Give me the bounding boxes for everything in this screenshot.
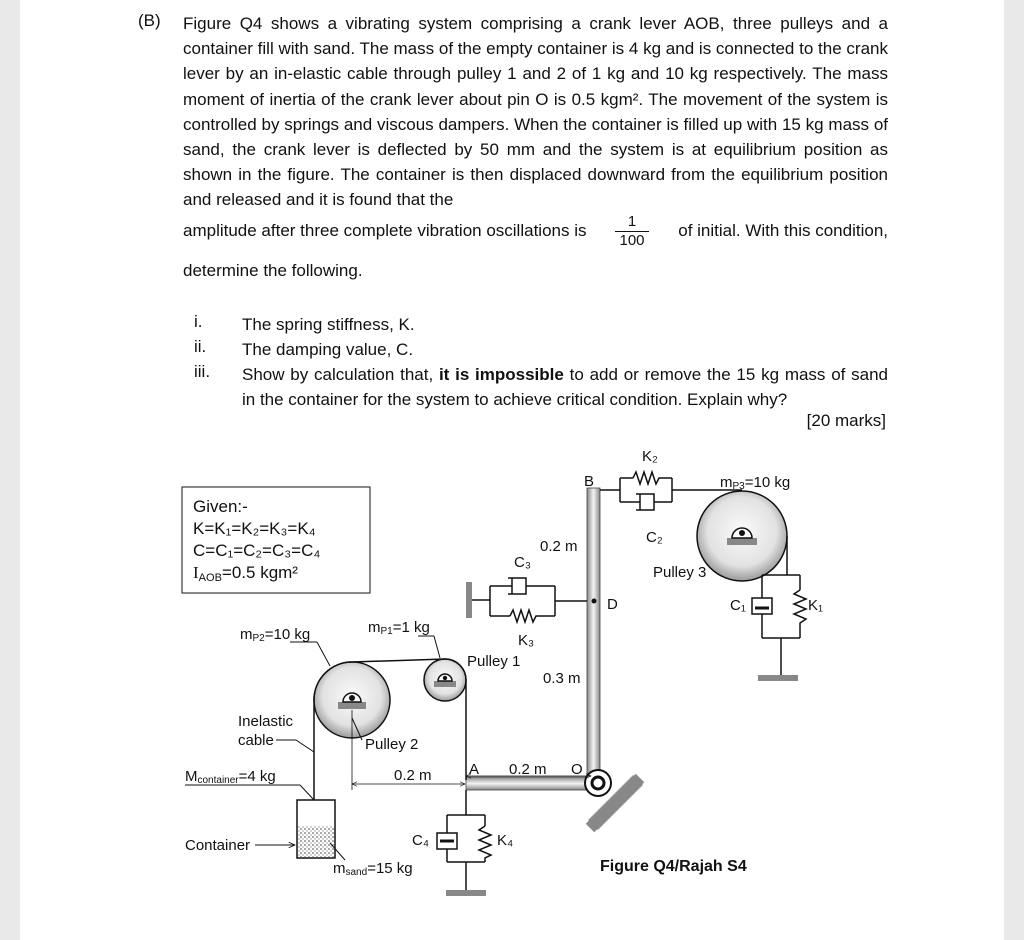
label-c2: C₂ (646, 529, 663, 546)
item-text: The spring stiffness, K. (242, 315, 415, 334)
label-mp1: mP1=1 kg (368, 619, 430, 637)
label-pulley1: Pulley 1 (467, 653, 521, 670)
label-container: Container (185, 837, 251, 854)
sand (298, 826, 334, 857)
figure-caption: Figure Q4/Rajah S4 (600, 858, 747, 875)
dim-pulley2: 0.2 m (394, 767, 432, 784)
label-k1: K₁ (808, 597, 824, 614)
label-o: O (571, 761, 583, 778)
spring-k2 (633, 472, 672, 484)
lever-rod-ob (587, 488, 600, 786)
label-k4: K₄ (497, 832, 514, 849)
label-mp2: mP2=10 kg (240, 626, 311, 644)
label-c1: C₁ (730, 597, 746, 614)
label-mcontainer: Mcontainer=4 kg (185, 768, 276, 786)
item-text: The damping value, C. (242, 340, 414, 359)
given-inertia: IAOB=0.5 kgm² (193, 563, 298, 584)
spring-k4 (479, 826, 491, 862)
spring-k3 (510, 610, 555, 622)
item-number: i. (194, 312, 203, 331)
dim-ao: 0.2 m (509, 761, 547, 778)
fraction-numerator: 1 (615, 213, 649, 232)
label-mp3: mP3=10 kg (720, 474, 791, 492)
spring-k1 (794, 590, 806, 638)
item-number: ii. (194, 337, 207, 356)
question-label: (B) (138, 11, 161, 30)
label-inelastic: Inelastic (238, 713, 294, 730)
dim-do: 0.3 m (543, 670, 581, 687)
wall-k3 (466, 582, 472, 618)
marks-label: [20 marks] (806, 411, 886, 430)
dim-bd: 0.2 m (540, 538, 578, 555)
amplitude-left-text: amplitude after three complete vibration oscillations is (183, 221, 587, 240)
label-msand: msand=15 kg (333, 860, 413, 878)
given-k: K=K₁=K₂=K₃=K₄ (193, 519, 316, 538)
amplitude-right-text: of initial. With this condition, (678, 221, 888, 240)
lever-rod-ao (466, 777, 596, 790)
label-b: B (584, 473, 595, 490)
question-paragraph: Figure Q4 shows a vibrating system comprising a crank lever AOB, three pulleys and a container fill with sand. The mass of the empty container is 4 kg and is connected to the crank lever by an in-elastic cable through pulley 1 and 2 of 1 kg and 10 kg respectively. The mass moment of inertia of the crank lever about pin O is 0.5 kgm². The movement of the system is controlled by springs and viscous dampers. When the container is filled up with 15 kg mass of sand, the crank lever is deflected by 50 mm and the system is at equilibrium position as shown in the figure. The container is then displaced downward from the equilibrium position and released and it is found that the (183, 14, 888, 210)
item-text: Show by calculation that, it is impossible to add or remove the 15 kg mass of sand in the container for the system to achieve critical condition. Explain why? (242, 365, 889, 409)
label-pulley3: Pulley 3 (653, 564, 707, 581)
label-c3: C₃ (514, 554, 531, 571)
label-a: A (469, 761, 480, 778)
determine-text: determine the following. (183, 261, 363, 280)
pin-o (585, 770, 611, 796)
label-pulley2: Pulley 2 (365, 736, 419, 753)
given-c: C=C₁=C₂=C₃=C₄ (193, 541, 321, 560)
item-number: iii. (194, 362, 211, 381)
label-k3: K₃ (518, 632, 535, 649)
label-cable: cable (238, 732, 274, 749)
fraction-denominator: 100 (619, 232, 645, 249)
ground-k1 (758, 675, 798, 681)
ground-k4 (446, 890, 486, 896)
label-c4: C₄ (412, 832, 429, 849)
label-d: D (607, 596, 618, 613)
given-title: Given:- (193, 497, 248, 516)
damper-c1 (752, 598, 772, 614)
item-bold-text: it is impossible (438, 365, 564, 384)
label-k2: K₂ (642, 448, 658, 465)
